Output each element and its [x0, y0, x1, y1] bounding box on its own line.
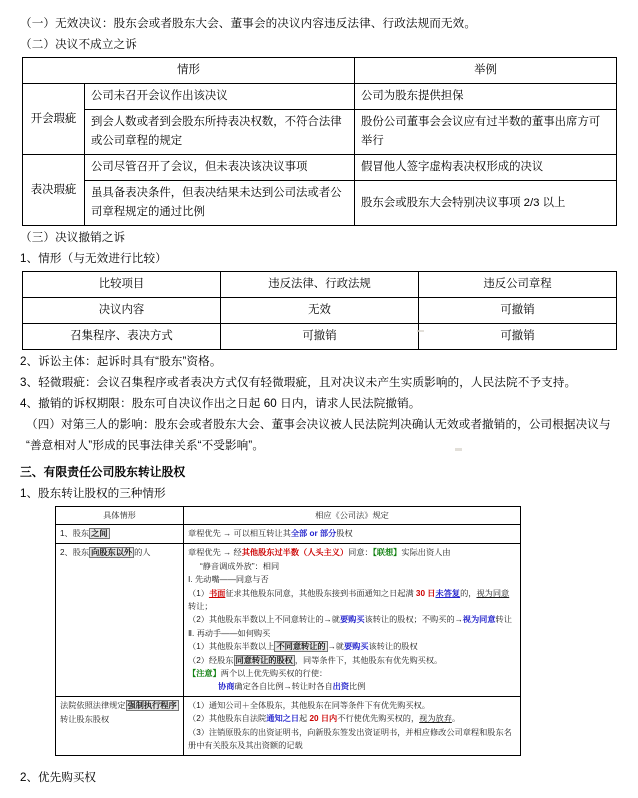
content-line: Ⅱ. 再动手——如何购买	[188, 628, 271, 638]
row-content-court-enforcement	[184, 696, 521, 755]
paragraph-item4-period: 4、撤销的诉权期限：股东可自决议作出之日起 60 日内，请求人民法院撤销。	[20, 397, 421, 410]
row-label-court-enforcement	[56, 696, 184, 755]
paragraph-item1-situations: 1、情形（与无效进行比较）	[20, 252, 167, 265]
label-suffix: 转让股东股权	[60, 714, 110, 724]
cell-violate-law: 可撤销	[221, 324, 419, 350]
table-row	[56, 525, 521, 544]
header-cell-violate-law: 违反法律、行政法规	[221, 272, 419, 298]
table-row	[23, 298, 617, 324]
content-line: 章程优先 → 经其他股东过半数（人头主义）同意：【联想】实际出资人由	[188, 548, 451, 558]
paragraph-item2-subject: 2、诉讼主体：起诉时具有“股东”资格。	[20, 355, 222, 368]
row-label-voting-defect: 表决瑕疵	[23, 155, 85, 226]
row-content-to-outsiders	[184, 544, 521, 696]
row-label-to-outsiders	[56, 544, 184, 696]
content-line: 【注意】两个以上优先购买权的行使：	[188, 669, 328, 679]
table-row-header	[23, 58, 617, 84]
cell-violate-articles: 可撤销	[419, 298, 617, 324]
paragraph-third-party-effect-line2: “善意相对人”形成的民事法律关系“不受影响”。	[26, 439, 265, 452]
content-line: 章程优先 → 可以相互转让其全部 or 部分股权	[188, 529, 353, 539]
header-cell-situation: 情形	[23, 58, 355, 84]
table-row	[23, 110, 617, 155]
scan-speck	[455, 448, 462, 451]
table-comparison	[22, 271, 617, 350]
content-line: 协商确定各自比例→转让时各自出资比例	[218, 682, 366, 692]
paragraph-sub2-preemptive-right: 2、优先购买权	[20, 770, 97, 784]
header-cell-violate-articles: 违反公司章程	[419, 272, 617, 298]
label-boxed: 强制执行程序	[127, 700, 177, 710]
content-line: Ⅰ. 先动嘴——同意与否	[188, 575, 269, 585]
cell-situation: 虽具备表决条件，但表决结果未达到公司法或者公司章程规定的通过比例	[85, 181, 355, 226]
cell-example: 公司为股东提供担保	[355, 84, 617, 110]
table-row-header	[23, 272, 617, 298]
cell-example: 股份公司董事会会议应有过半数的董事出席方可举行	[355, 110, 617, 155]
table-share-transfer	[55, 506, 521, 756]
content-line: （2）其他股东自法院通知之日起 20 日内不行使优先购买权的，视为放弃。	[188, 714, 461, 724]
content-line: （1）通知公司＋全体股东，其他股东在同等条件下有优先购买权。	[188, 700, 430, 710]
content-line: （1）其他股东半数以上 不同意转让的 →就要购买该转让的股权	[188, 642, 418, 652]
header-cell-specific-situation: 具体情形	[56, 507, 184, 525]
header-cell-example: 举例	[355, 58, 617, 84]
table-row	[23, 181, 617, 226]
row-label-between-shareholders	[56, 525, 184, 544]
page-section-heading: 三、有限责任公司股东转让股权	[20, 465, 186, 479]
cell-example: 假冒他人签字虚构表决权形成的决议	[355, 155, 617, 181]
label-boxed: 向股东以外	[91, 548, 133, 558]
table-row	[56, 544, 521, 696]
cell-violate-articles: 可撤销	[419, 324, 617, 350]
row-label-meeting-defect: 开会瑕疵	[23, 84, 85, 155]
paragraph-not-established-suit: （二）决议不成立之诉	[20, 38, 137, 51]
label-prefix: 2、股东	[60, 548, 90, 558]
cell-example: 股东会或股东大会特别决议事项 2/3 以上	[355, 181, 617, 226]
paragraph-invalid-resolution: （一）无效决议：股东会或者股东大会、董事会的决议内容违反法律、行政法规而无效。	[20, 17, 477, 30]
table-row	[23, 324, 617, 350]
label-prefix: 法院依照法律规定	[60, 700, 126, 710]
content-line: （3）注销原股东的出资证明书，向新股东签发出资证明书，并相应修改公司章程和股东名册中有关股东及其出资额的记载	[188, 727, 512, 751]
row-content-between-shareholders	[184, 525, 521, 544]
cell-situation: 公司未召开会议作出该决议	[85, 84, 355, 110]
paragraph-third-party-effect-line1: （四）对第三人的影响：股东会或者股东大会、董事会决议被人民法院判决确认无效或者撤销的，公司根据决议与	[26, 418, 611, 431]
content-line: “静音调成外放”：相同	[200, 561, 280, 571]
label-prefix: 1、股东	[60, 529, 90, 539]
table-row	[23, 155, 617, 181]
paragraph-sub1-three-situations: 1、股东转让股权的三种情形	[20, 487, 166, 500]
cell-compare-item: 决议内容	[23, 298, 221, 324]
cell-situation: 公司尽管召开了会议，但未表决该决议事项	[85, 155, 355, 181]
content-line: （1）书面征求其他股东同意，其他股东接到书面通知之日起满 30 日未答复的，视为同意转让；	[188, 588, 510, 612]
content-line: （2）其他股东半数以上不同意转让的→就要购买该转让的股权；不购买的→视为同意转让	[188, 615, 512, 625]
label-boxed: 之间	[91, 529, 108, 539]
paragraph-revocation-suit: （三）决议撤销之诉	[20, 231, 126, 244]
scan-speck	[417, 330, 424, 332]
paragraph-item3-minor-defect: 3、轻微瑕疵：会议召集程序或者表决方式仅有轻微瑕疵，且对决议未产生实质影响的，人民法院不予支持。	[20, 376, 577, 389]
header-cell-compare-item: 比较项目	[23, 272, 221, 298]
table-not-established	[22, 57, 617, 226]
table-row	[56, 696, 521, 755]
content-line: （2）经股东 同意转让的股权 ，同等条件下，其他股东有优先购买权。	[188, 655, 443, 665]
table-row	[23, 84, 617, 110]
table-row-header	[56, 507, 521, 525]
cell-situation: 到会人数或者到会股东所持表决权数，不符合法律或公司章程的规定	[85, 110, 355, 155]
cell-compare-item: 召集程序、表决方式	[23, 324, 221, 350]
label-suffix: 的人	[134, 548, 151, 558]
header-cell-company-law-rule: 相应《公司法》规定	[184, 507, 521, 525]
cell-violate-law: 无效	[221, 298, 419, 324]
